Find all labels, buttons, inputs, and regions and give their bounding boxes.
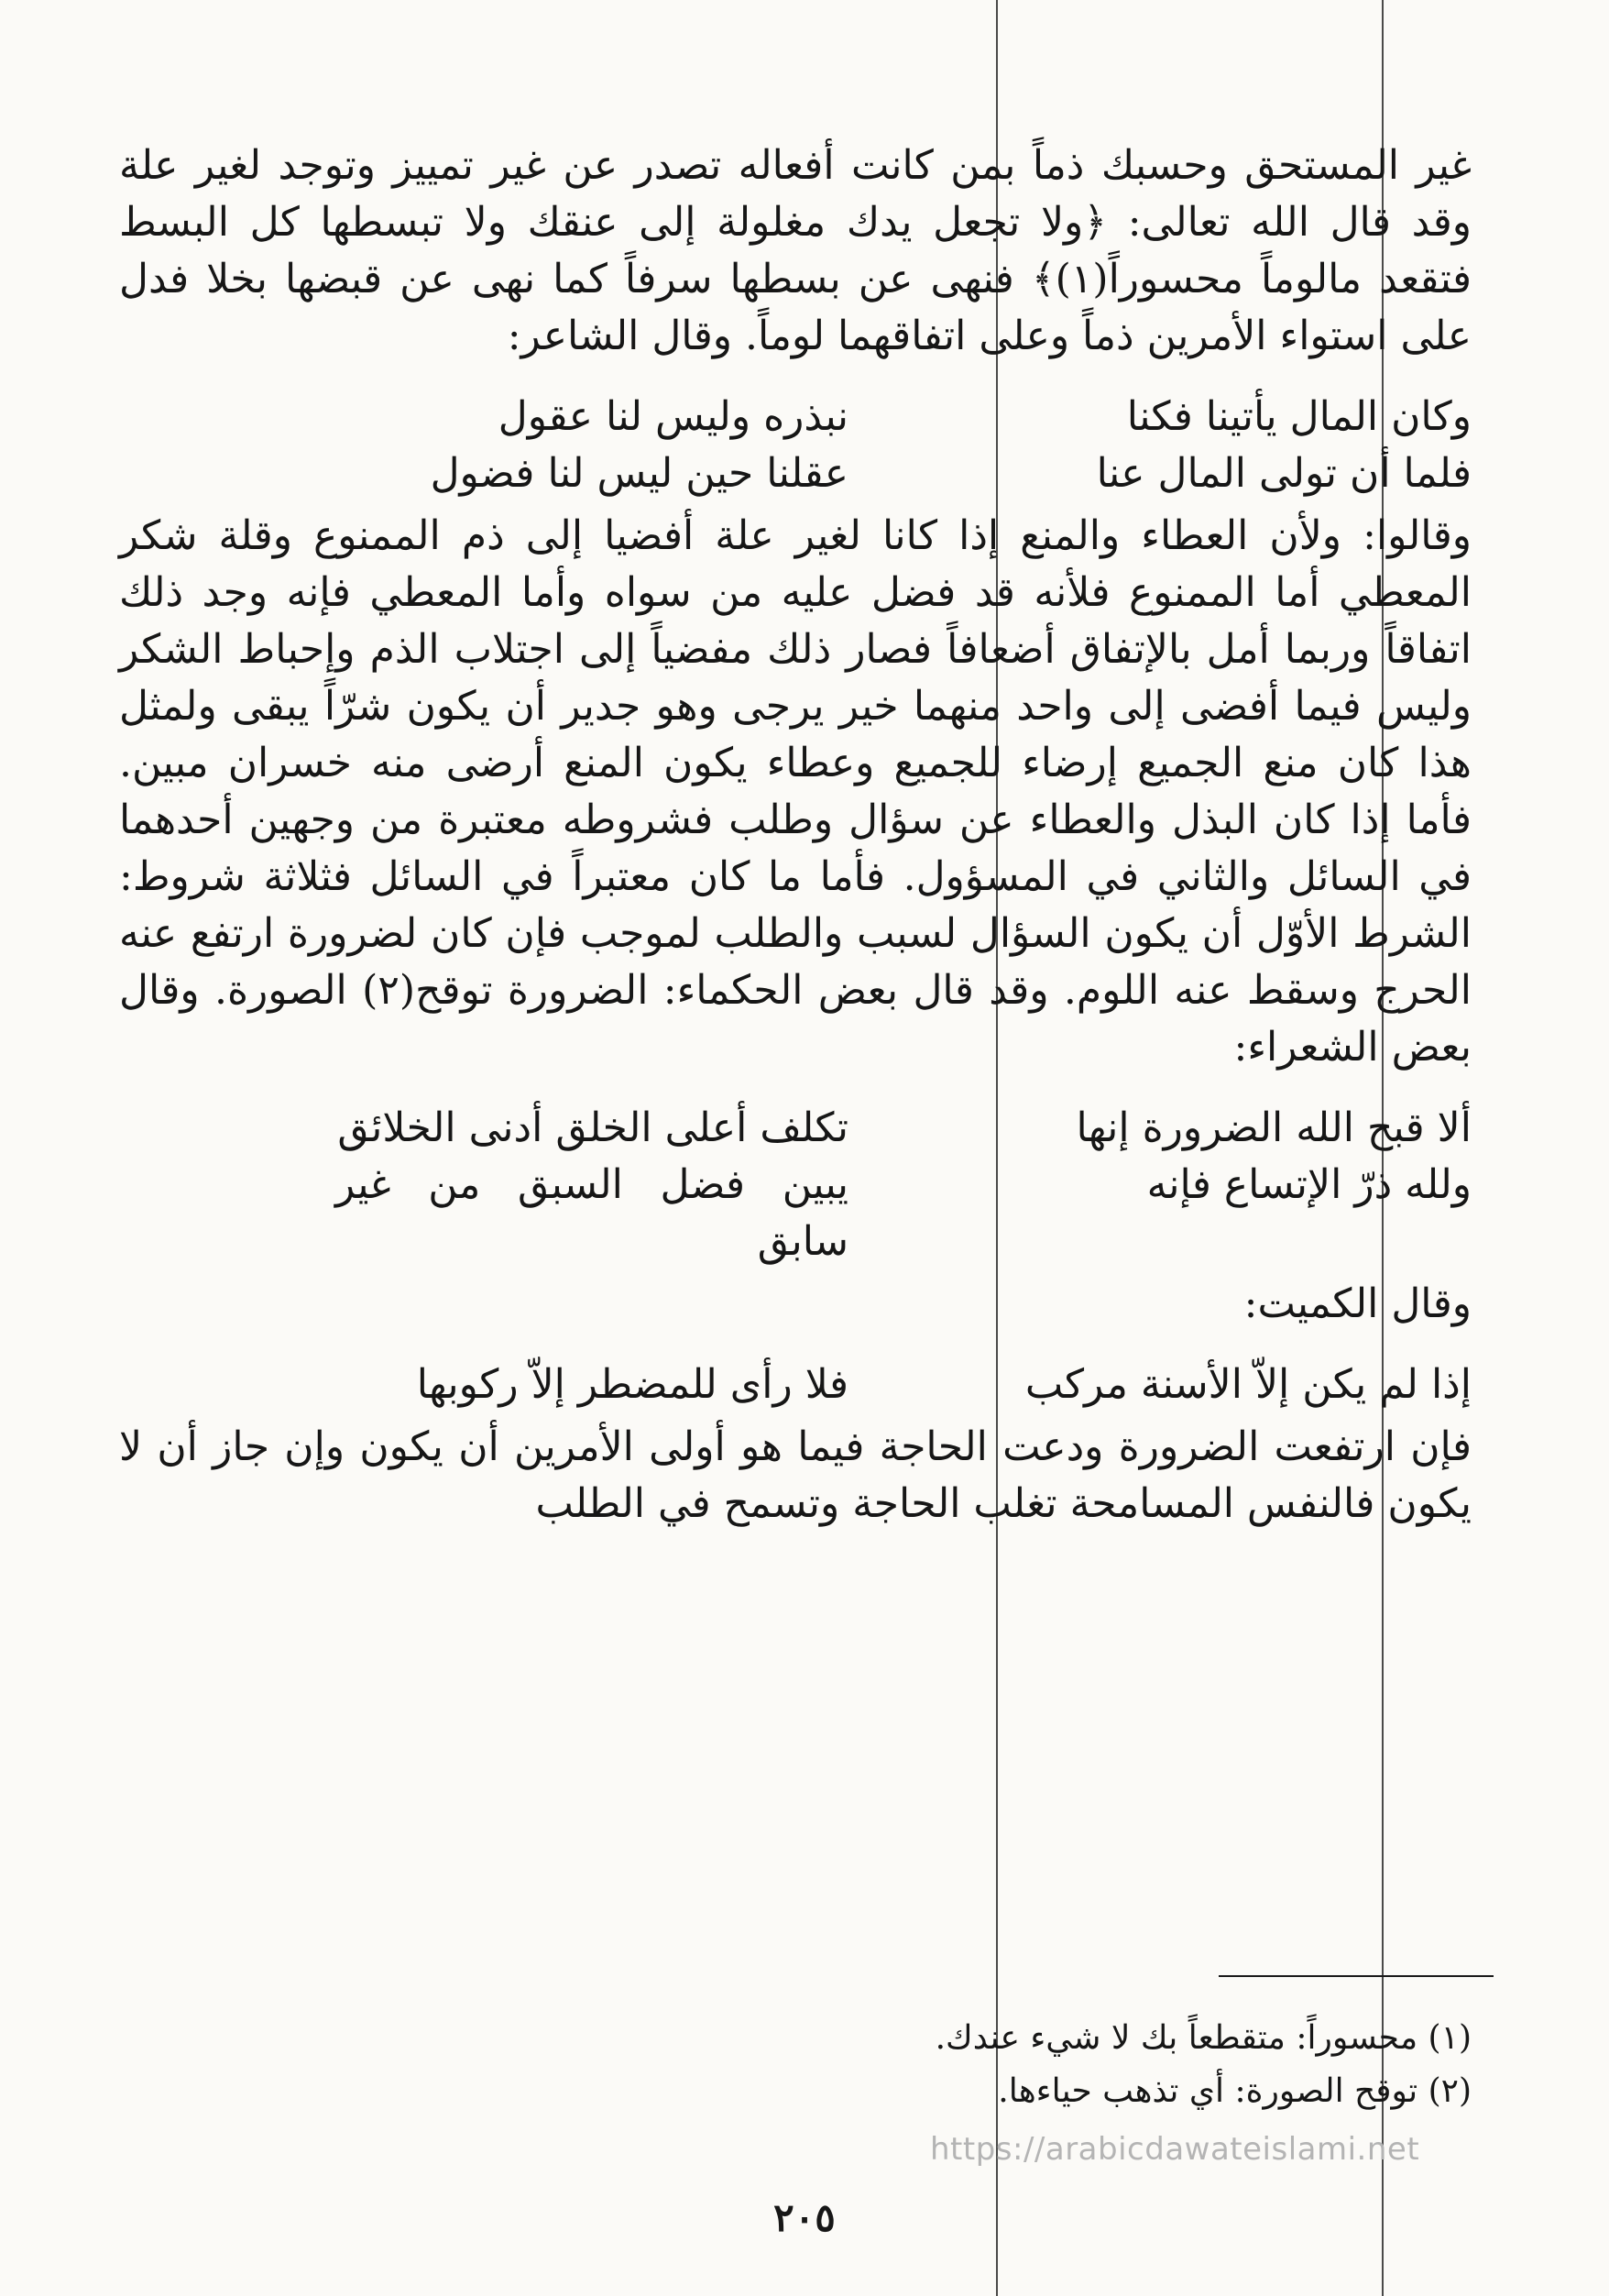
footnote: (١) محسوراً: متقطعاً بك لا شيء عندك. xyxy=(935,2019,1472,2057)
verse-first-hemistich: ولله ذرّ الإتساع فإنه xyxy=(1146,1161,1472,1208)
verse-second-hemistich: فلا رأى للمضطر إلاّ ركوبها xyxy=(416,1361,848,1408)
footnote-divider xyxy=(1219,1975,1494,1977)
footnotes xyxy=(647,2012,1472,2118)
paragraph: غير المستحق وحسبك ذماً بمن كانت أفعاله تصدر عن غير تمييز وتوجد لغير علة وقد قال الله تعالى: ﴿ولا تجعل يدك مغلولة إلى عنقك ولا تبسطها كل البسط فتقعد مالوماً محسوراً(١)﴾ فنهى عن بسطها سرفاً كما نهى عن قبضها بخلا فدل على استواء الأمرين ذماً وعلى اتفاقهما لوماً. وقال الشاعر: xyxy=(119,142,1472,359)
verse-intro: وقال الكميت: xyxy=(1243,1280,1472,1327)
verse-line xyxy=(119,1157,1472,1270)
verse-line xyxy=(119,445,1472,502)
poem-3 xyxy=(119,1357,1472,1413)
paragraph: وقالوا: ولأن العطاء والمنع إذا كانا لغير علة أفضيا إلى ذم الممنوع وقلة شكر المعطي أما الممنوع فلأنه قد فضل عليه من سواه وأما المعطي فإنه وجد ذلك اتفاقاً وربما أمل بالإتفاق أضعافاً فصار ذلك مفضياً إلى اجتلاب الذم وإحباط الشكر وليس فيما أفضى إلى واحد منهما خير يرجى وهو جدير أن يكون شرّاً يبقى ولمثل هذا كان منع الجميع إرضاء للجميع وعطاء يكون المنع أرضى منه خسران مبين. فأما إذا كان البذل والعطاء عن سؤال وطلب فشروطه معتبرة من وجهين أحدهما في السائل والثاني في المسؤول. فأما ما كان معتبراً في السائل فثلاثة شروط: الشرط الأوّل أن يكون السؤال لسبب والطلب لموجب فإن كان لضرورة ارتفع عنه الحرج وسقط عنه اللوم. وقد قال بعض الحكماء: الضرورة توقح(٢) الصورة. وقال بعض الشعراء: xyxy=(119,512,1472,1071)
verse-line xyxy=(119,1357,1472,1413)
verse-line xyxy=(119,389,1472,445)
verse-second-hemistich: نبذره وليس لنا عقول xyxy=(498,393,848,440)
verse-second-hemistich: عقلنا حين ليس لنا فضول xyxy=(430,450,848,497)
poem-1 xyxy=(119,389,1472,502)
verse-second-hemistich: يبين فضل السبق من غير سابق xyxy=(335,1161,848,1265)
verse-first-hemistich: فلما أن تولى المال عنا xyxy=(1096,450,1472,497)
main-text xyxy=(119,137,1472,1532)
verse-first-hemistich: وكان المال يأتينا فكنا xyxy=(1126,393,1472,440)
verse-first-hemistich: ألا قبح الله الضرورة إنها xyxy=(1076,1104,1472,1151)
verse-first-hemistich: إذا لم يكن إلاّ الأسنة مركب xyxy=(1024,1361,1472,1408)
watermark-url: https://arabicdawateislami.net xyxy=(930,2131,1420,2168)
page-number: ٢٠٥ xyxy=(773,2195,836,2240)
poem-2 xyxy=(119,1100,1472,1270)
verse-line xyxy=(119,1100,1472,1157)
verse-second-hemistich: تكلف أعلى الخلق أدنى الخلائق xyxy=(337,1104,848,1151)
footnote: (٢) توقح الصورة: أي تذهب حياءها. xyxy=(998,2072,1472,2110)
paragraph: فإن ارتفعت الضرورة ودعت الحاجة فيما هو أولى الأمرين أن يكون وإن جاز أن لا يكون فالنفس المسامحة تغلب الحاجة وتسمح في الطلب xyxy=(119,1423,1472,1527)
